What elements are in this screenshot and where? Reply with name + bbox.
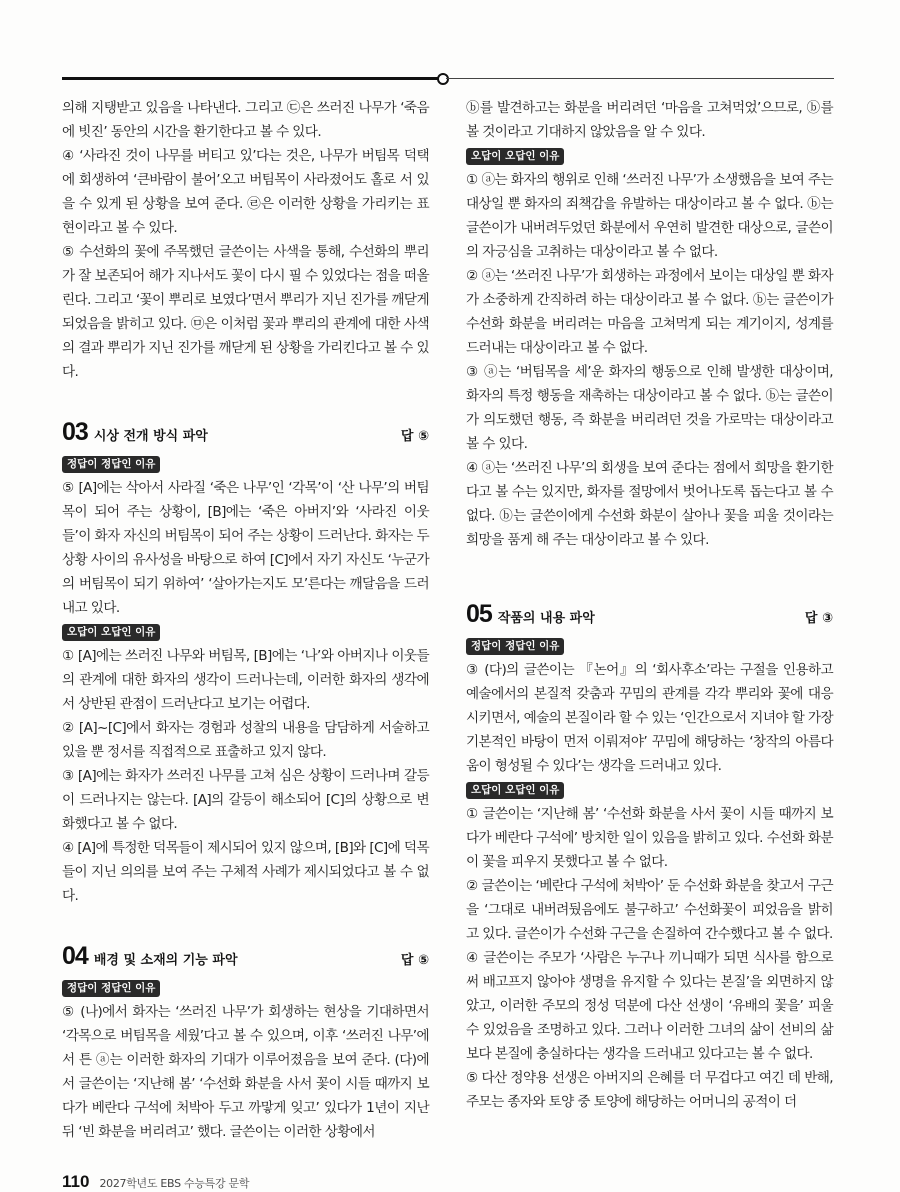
paragraph: ⑤ 수선화의 꽃에 주목했던 글쓴이는 사색을 통해, 수선화의 뿌리가 잘 보존되어 해가 지나서도 꽃이 다시 필 수 있었다는 점을 떠올린다. 그리고 ‘꽃이 뿌리로 보였다’면서 뿌리가 지닌 진가를 깨닫게 되었음을 밝히고 있다. ㉤은 이처럼 꽃과 뿌리의 관계에 대한 사색의 결과 뿌리가 지닌 진가를 깨닫게 된 상황을 가리킨다고 볼 수 있다. <box>62 244 429 380</box>
paragraph: ④ 글쓴이는 주모가 ‘사람은 누구나 끼니때가 되면 식사를 함으로써 배고프지 않아야 생명을 유지할 수 있다는 본질’을 외면하지 않았고, 이러한 주모의 정성 덕분에 다산 선생이 ‘유배의 꽃을’ 피울 수 있었음을 조명하고 있다. 그러나 이러한 그녀의 삶이 선비의 삶보다 본질에 충실하다는 생각을 드러내고 있다고는 볼 수 없다. <box>466 950 833 1062</box>
correct-reason-badge: 정답이 정답인 이유 <box>62 456 160 473</box>
paragraph: ④ [A]에 특정한 덕목들이 제시되어 있지 않으며, [B]와 [C]에 덕목들이 지닌 의의를 보여 주는 구체적 사례가 제시되었다고 볼 수 없다. <box>62 840 429 904</box>
header-rule <box>62 77 440 80</box>
header-rule-dot <box>437 73 449 85</box>
section-05 <box>466 600 833 1114</box>
paragraph: ① [A]에는 쓰러진 나무와 버팀목, [B]에는 ‘나’와 아버지나 이웃들의 관계에 대한 화자의 생각이 드러나는데, 이러한 화자의 생각에서 상반된 관점이 드러난다고 보기는 어렵다. <box>62 648 429 712</box>
correct-reason-badge: 정답이 정답인 이유 <box>466 638 564 655</box>
section-header <box>466 600 833 630</box>
section-number: 04 <box>62 942 88 970</box>
paragraph: 의해 지탱받고 있음을 나타낸다. 그리고 ㉢은 쓰러진 나무가 ‘죽음에 빗진’ 동안의 시간을 환기한다고 볼 수 있다. <box>62 100 429 140</box>
book-title: 2027학년도 EBS 수능특강 문학 <box>99 1177 250 1190</box>
paragraph: ③ (다)의 글쓴이는 『논어』의 ‘회사후소’라는 구절을 인용하고 예술에서의 본질적 갖춤과 꾸밈의 관계를 각각 뿌리와 꽃에 대응시키면서, 예술의 본질이라 할 수 있는 ‘인간으로서 지녀야 할 가장 기본적인 바탕이 먼저 이뤄져야’ 꾸밈에 해당하는 ‘창작의 아름다움이 형성될 수 있다’는 생각을 드러내고 있다. <box>466 662 833 774</box>
section-03 <box>62 418 429 908</box>
section-header <box>62 942 429 972</box>
paragraph: ② 글쓴이는 ‘베란다 구석에 처박아’ 둔 수선화 화분을 찾고서 구근을 ‘그대로 내버려뒀음에도 불구하고’ 수선화꽃이 피었음을 밝히고 있다. 글쓴이가 수선화 구근을 손질하여 간수했다고 볼 수 없다. <box>466 878 833 942</box>
right-column <box>466 96 833 1114</box>
section-04 <box>62 942 429 1144</box>
correct-reason-badge: 정답이 정답인 이유 <box>62 980 160 997</box>
header-rule-thin <box>446 78 834 79</box>
wrong-reason-badge: 오답이 오답인 이유 <box>466 148 564 165</box>
right-intro <box>466 96 833 552</box>
answer-label: 답 ⑤ <box>400 429 429 444</box>
left-column <box>62 96 429 1192</box>
section-title: 배경 및 소재의 기능 파악 <box>93 953 238 968</box>
paragraph: ② ⓐ는 ‘쓰러진 나무’가 회생하는 과정에서 보이는 대상일 뿐 화자가 소중하게 간직하려 하는 대상이라고 볼 수 없다. ⓑ는 글쓴이가 수선화 화분을 버리려는 마음을 고쳐먹게 되는 계기이지, 성계를 드러내는 대상이라고 볼 수 없다. <box>466 268 833 356</box>
paragraph: ⑤ [A]에는 삭아서 사라질 ‘죽은 나무’인 ‘각목’이 ‘산 나무’의 버팀목이 되어 주는 상황이, [B]에는 ‘죽은 아버지’와 ‘사라진 이웃들’이 화자 자신의 버팀목이 되어 주는 상황이 드러난다. 화자는 두 상황 사이의 유사성을 바탕으로 하여 [C]에서 자기 자신도 ‘누군가의 버팀목이 되기 위하여’ ‘살아가는지도 모’른다는 깨달음을 드러내고 있다. <box>62 480 429 616</box>
paragraph: ① ⓐ는 화자의 행위로 인해 ‘쓰러진 나무’가 소생했음을 보여 주는 대상일 뿐 화자의 죄책감을 유발하는 대상이라고 볼 수 없다. ⓑ는 글쓴이가 내버려두었던 화분에서 우연히 발견한 대상으로, 글쓴이의 자긍심을 고취하는 대상이라고 볼 수 없다. <box>466 172 833 260</box>
page-number: 110 <box>62 1172 90 1191</box>
section-title: 시상 전개 방식 파악 <box>93 429 208 444</box>
paragraph: ④ ‘사라진 것이 나무를 버티고 있’다는 것은, 나무가 버팀목 덕택에 회생하여 ‘큰바람이 불어’오고 버팀목이 사라졌어도 홀로 서 있을 수 있게 된 상황을 보여 준다. ㉣은 이러한 상황을 가리키는 표현이라고 볼 수 있다. <box>62 148 429 236</box>
left-intro <box>62 96 429 384</box>
paragraph: ① 글쓴이는 ‘지난해 봄’ ‘수선화 화분을 사서 꽃이 시들 때까지 보다가 베란다 구석에’ 방치한 일이 있음을 밝히고 있다. 수선화 화분이 꽃을 피우지 못했다고 볼 수 없다. <box>466 806 833 870</box>
paragraph: ⑤ (나)에서 화자는 ‘쓰러진 나무’가 회생하는 현상을 기대하면서 ‘각목으로 버팀목을 세웠’다고 볼 수 있으며, 이후 ‘쓰러진 나무’에서 튼 ⓐ는 이러한 화자의 기대가 이루어졌음을 보여 준다. (다)에서 글쓴이는 ‘지난해 봄’ ‘수선화 화분을 사서 꽃이 시들 때까지 보다가 베란다 구석에 처박아 두고 까맣게 잊고’ 있다가 1년이 지난 뒤 ‘빈 화분을 버리려고’ 했다. 글쓴이는 이러한 상황에서 <box>62 1004 429 1140</box>
answer-label: 답 ③ <box>804 611 833 626</box>
section-number: 03 <box>62 418 88 446</box>
wrong-reason-badge: 오답이 오답인 이유 <box>466 782 564 799</box>
paragraph: ③ ⓐ는 ‘버팀목을 세’운 화자의 행동으로 인해 발생한 대상이며, 화자의 특정 행동을 재촉하는 대상이라고 볼 수 없다. ⓑ는 글쓴이가 의도했던 행동, 즉 화분을 버리려던 것을 가로막는 대상이라고 볼 수 있다. <box>466 364 833 452</box>
paragraph: ⑤ 다산 정약용 선생은 아버지의 은혜를 더 무겁다고 여긴 데 반해, 주모는 종자와 토양 중 토양에 해당하는 어머니의 공적이 더 <box>466 1070 833 1110</box>
section-title: 작품의 내용 파악 <box>497 611 595 626</box>
page-footer <box>62 1172 429 1192</box>
wrong-reason-badge: 오답이 오답인 이유 <box>62 624 160 641</box>
paragraph: ② [A]~[C]에서 화자는 경험과 성찰의 내용을 담담하게 서술하고 있을 뿐 정서를 직접적으로 표출하고 있지 않다. <box>62 720 429 760</box>
section-number: 05 <box>466 600 492 628</box>
section-header <box>62 418 429 448</box>
paragraph: ④ ⓐ는 ‘쓰러진 나무’의 회생을 보여 준다는 점에서 희망을 환기한다고 볼 수는 있지만, 화자를 절망에서 벗어나도록 돕는다고 볼 수 없다. ⓑ는 글쓴이에게 수선화 화분이 살아나 꽃을 피울 것이라는 희망을 품게 해 주는 대상이라고 볼 수 있다. <box>466 460 833 548</box>
paragraph: ③ [A]에는 화자가 쓰러진 나무를 고쳐 심은 상황이 드러나며 갈등이 드러나지는 않는다. [A]의 갈등이 해소되어 [C]의 상황으로 변화했다고 볼 수 없다. <box>62 768 429 832</box>
answer-label: 답 ⑤ <box>400 953 429 968</box>
paragraph: ⓑ를 발견하고는 화분을 버리려던 ‘마음을 고쳐먹었’으므로, ⓑ를 볼 것이라고 기대하지 않았음을 알 수 있다. <box>466 100 833 140</box>
